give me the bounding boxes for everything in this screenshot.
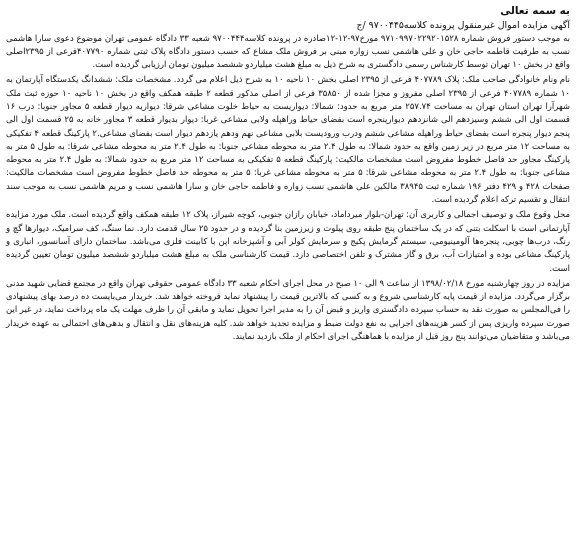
notice-paragraph-1: به موجب دستور فروش شماره ۹۷۱۰۹۹۷۰۲۲۹۲۰۱۵۲۸ مورخ۹۷-۱۲-۱۲صادره در پرونده کلاسه۹۷۰۰۴۴۴ شعبه ۳۳ دادگاه عمومی تهران موضوع دعوی سارا هاشمی نسب به طرفیت قاطمه حاجی خان و علی هاشمی نسب زواره مبنی بر فروش ملک مشاع که حسب دستور دادگاه پلاک ثبتی شماره ۴۰۷۷۹۰فرعی از ۲۳۹۵اصلی واقع در بخش ۱۰ تهران توسط کارشناس رسمی دادگستری به شرح ذیل به مبلغ هشت میلیاردو ششصد میلیون تومان ارزیابی گردیده است.: [6, 33, 571, 71]
notice-paragraph-4: مزایده در روز چهارشنبه مورخ ۱۳۹۸/۰۲/۱۸ از ساعت ۹ الی ۱۰ صبح در محل اجرای احکام شعبه ۳۳ دادگاه عمومی حقوقی تهران واقع در مجتمع قضایی شهید مدنی برگزار می‌گردد. مزایده از قیمت پایه کارشناسی شروع و به کسی که بالاترین قیمت را پیشنهاد نماید فروخته خواهد شد. خریدار می‌بایست ده درصد بهای پیشنهادی را فی‌المجلس به صورت نقد به حساب سپرده دادگستری واریز و قبض آن را به مدیر اجرا تحویل نماید و مابقی آن را ظرف مهلت یک ماه پرداخت نماید، در غیر این صورت سپرده واریزی پس از کسر هزینه‌های اجرایی به نفع دولت ضبط و مزایده تجدید خواهد شد. کلیه هزینه‌های نقل و انتقال و بدهی‌های احتمالی به عهده خریدار می‌باشد و متقاضیان می‌توانند پنج روز قبل از مزایده با هماهنگی اجرای احکام از ملک بازدید نمایند.: [6, 278, 571, 343]
notice-header: به سمه تعالی: [500, 5, 570, 17]
notice-paragraph-3: محل وقوع ملک و توصیف اجمالی و کاربری آن: تهران-بلوار میرداماد، خیابان رازان جنوبی، کوچه شیراز، پلاک ۱۲ طبقه همکف واقع گردیده است. ملک مورد مزایده آپارتمانی است با اسکلت بتنی که در یک ساختمان پنج طبقه روی پیلوت و زیرزمین بنا گردیده و در حدود ۲۵ سال قدمت دارد. نما سنگ، کف سرامیک، دیوارها گچ و رنگ، درب‌ها چوبی، پنجره‌ها آلومینیومی، سیستم گرمایش پکیج و سرمایش کولر آبی و آشپزخانه اپن با کابینت فلزی می‌باشد. ساختمان دارای آسانسور، انباری و پارکینگ مشاعی بوده و امتیازات آب، برق و گاز مشترک و تلفن اختصاصی دارد. قیمت کارشناسی ملک به مبلغ هشت میلیاردو ششصد میلیون تومان تعیین گردیده است.: [6, 210, 571, 274]
notice-title: آگهی مزایده اموال غیرمنقول پرونده کلاسه۹۷۰۰۴۴۵ /ج: [356, 20, 570, 31]
notice-paragraph-2: نام ونام خانوادگی صاحب ملک: پلاک ۴۰۷۷۸۹ فرعی از ۲۳۹۵ اصلی بخش ۱۰ ناحیه ۱۰ به شرح ذیل اعلام می گردد. مشخصات ملک: ششدانگ یکدستگاه آپارتمان به ۱۰ شماره ۴۰۷۷۸۹ فرعی از ۲۳۹۵ اصلی مفروز و مجزا شده از ۳۵۸۵۰ فرعی از اصلی مذکور قطعه ۲ طبقه همکف واقع در بخش ۱۰ ناحیه ۱۰ حوزه ثبت ملک شهرآرا تهران استان تهران به مساحت ۲۵۷.۷۴ متر مربع به حدود: شمالا: دیواریست به حیاط خلوت مشاعی شرقا: دیواریه دیوار قطعه ۵ مجاور جنوبا: درب ۱۶ قسمت اول الی ششم وسیزدهم الی شانزدهم دیوارپنجره است بفضای حیاط وراهپله ولابی مشاعی غربا: دیوار بدیوار قطعه ۳ مجاور خانه به ۲۵ قسمت اول الی پنجم دیوار پنجره است بفضای حیاط وراهپله مشاعی ششم ودرب ورودیست بلابی مشاعی نهم ودهم یازدهم دیوار است بفضای مشاعی.۲ پارکینگ قطعه ۴ تفکیکی به مساحت ۱۲ متر مربع در زیر زمین واقع به حدود شمالا: به طول ۲.۴ متر به محوطه مشاعی جنوبا: به طول ۲.۴ متر به محوطه مشاعی شرقا: به طول ۵ متر به پارکینگ مجاور حد فاصل خطوط مفروض است مشخصات مالکیت: پارکینگ قطعه ۵ تفکیکی به مساحت ۱۲ متر مربع به حدود شمالا: به طول ۲.۴ متر به محوطه مشاعی جنوبا: به طول ۲.۴ متر به محوطه مشاعی شرقا: ۵ متر به محوطه مشاعی غربا: ۵ متر به محوطه حد فاصل خطوط مفروض است مشخصات مالکیت: صفحات ۴۲۸ و ۴۲۹ دفتر ۱۹۶ شماره ثبت ۳۸۹۴۵ مالکین علی هاشمی نسب زواره و فاطمه حاجی خان و سارا هاشمی نسب و مریم هاشمی نسب به موجب سند انتقال و تقسیم ترکه اعلام گردیده است.: [6, 75, 570, 206]
